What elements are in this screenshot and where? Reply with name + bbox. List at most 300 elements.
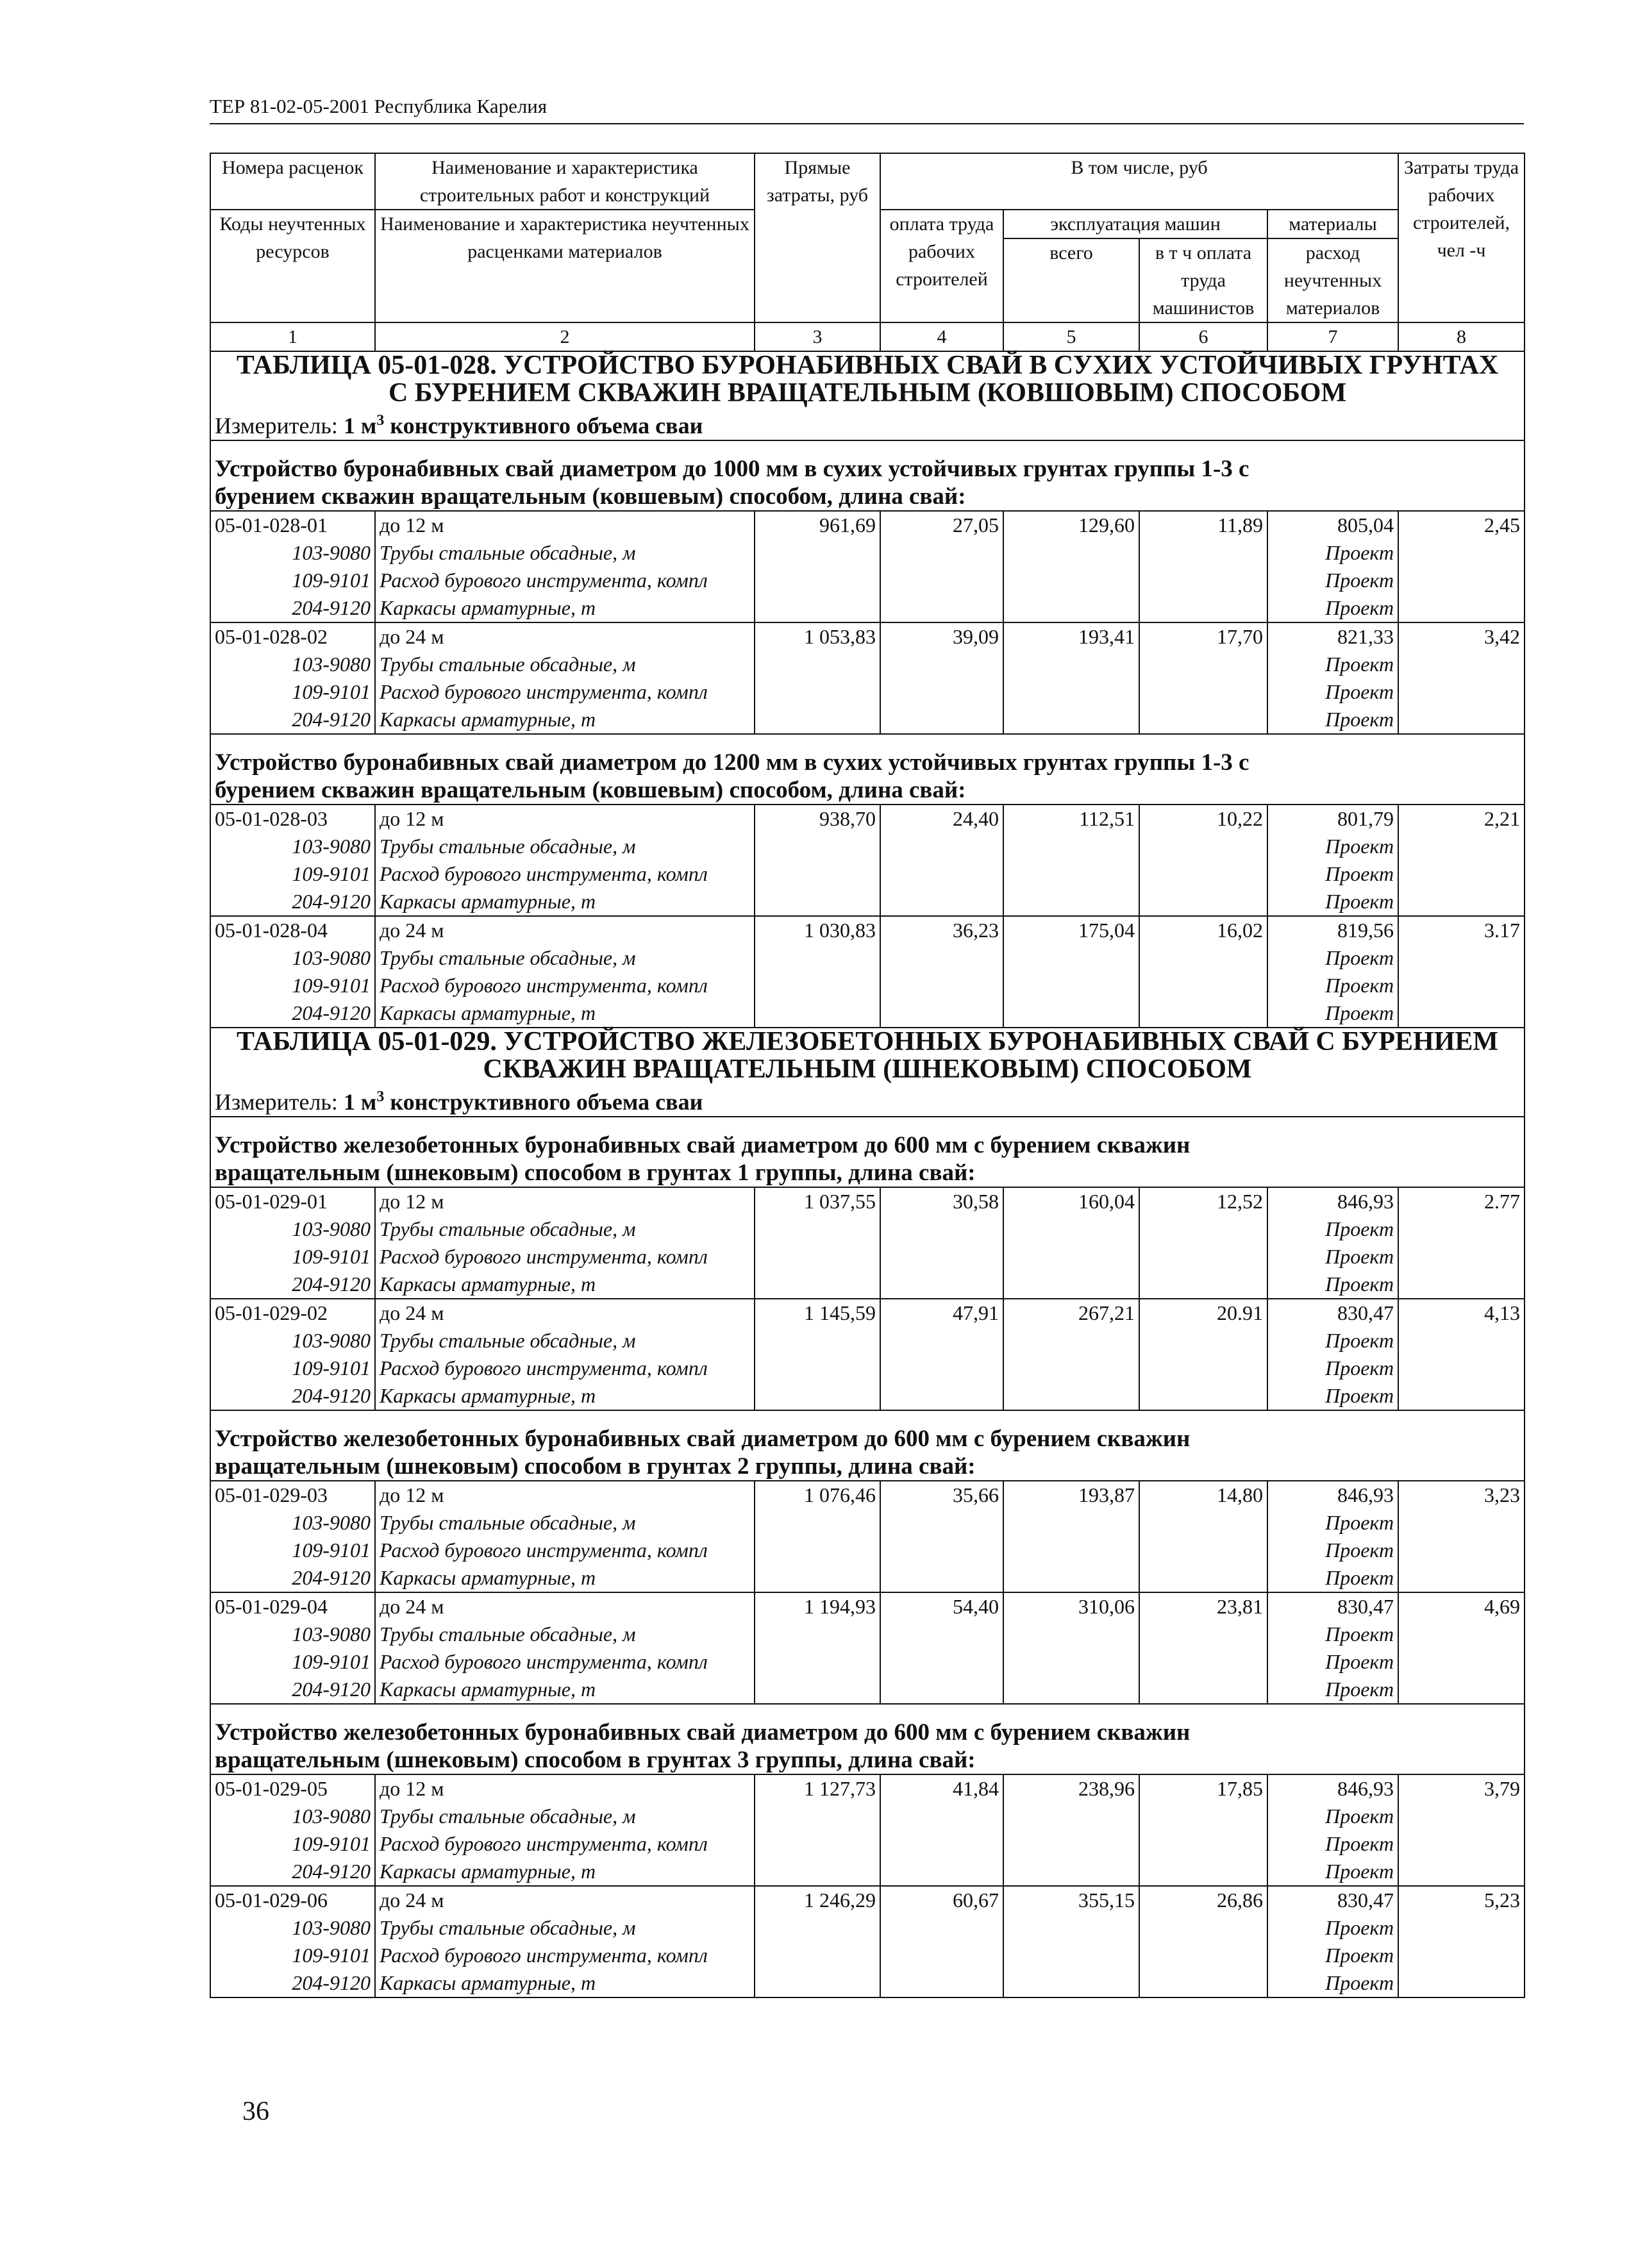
empty-cell	[880, 972, 1003, 999]
resource-material: Проект	[1267, 678, 1398, 706]
rate-row	[210, 916, 1525, 944]
machine-labor-cost: 26,86	[1139, 1886, 1267, 1914]
empty-cell	[1003, 1914, 1139, 1942]
empty-cell	[1398, 1243, 1525, 1271]
empty-cell	[880, 999, 1003, 1028]
resource-name: Каркасы арматурные, т	[375, 594, 755, 622]
empty-cell	[1003, 999, 1139, 1028]
empty-cell	[1398, 651, 1525, 678]
unit-value-block	[344, 413, 703, 438]
resource-name: Трубы стальные обсадные, м	[375, 651, 755, 678]
empty-cell	[1398, 1803, 1525, 1830]
empty-cell	[1398, 999, 1525, 1028]
resource-code: 204-9120	[210, 706, 375, 734]
section-spacer	[210, 440, 1525, 455]
labor-cost: 41,84	[880, 1774, 1003, 1803]
labor-cost: 54,40	[880, 1592, 1003, 1621]
resource-material: Проект	[1267, 1969, 1398, 1997]
unit-row	[210, 407, 1525, 440]
resource-row	[210, 1537, 1525, 1564]
materials-cost: 830,47	[1267, 1592, 1398, 1621]
empty-cell	[1398, 972, 1525, 999]
materials-cost: 830,47	[1267, 1299, 1398, 1327]
resource-name: Расход бурового инструмента, компл	[375, 678, 755, 706]
resource-name: Расход бурового инструмента, компл	[375, 1243, 755, 1271]
empty-cell	[1003, 1942, 1139, 1969]
group-header: В том числе, руб	[880, 153, 1398, 210]
empty-cell	[880, 1355, 1003, 1382]
empty-cell	[1139, 1803, 1267, 1830]
resource-row	[210, 999, 1525, 1028]
empty-cell	[880, 1942, 1003, 1969]
empty-cell	[755, 999, 880, 1028]
empty-cell	[1139, 860, 1267, 888]
empty-cell	[1398, 1676, 1525, 1704]
labor-hours: 2.77	[1398, 1187, 1525, 1215]
resource-material: Проект	[1267, 1271, 1398, 1299]
rate-name: до 24 м	[375, 1299, 755, 1327]
resource-material: Проект	[1267, 1830, 1398, 1858]
resource-code: 109-9101	[210, 972, 375, 999]
empty-cell	[1139, 1327, 1267, 1355]
resource-name: Трубы стальные обсадные, м	[375, 1327, 755, 1355]
rate-name: до 24 м	[375, 622, 755, 651]
resource-row	[210, 1858, 1525, 1886]
unit-exponent: 3	[376, 1088, 385, 1105]
empty-cell	[1398, 1621, 1525, 1648]
empty-cell	[1139, 833, 1267, 860]
empty-cell	[755, 678, 880, 706]
empty-cell	[1398, 1271, 1525, 1299]
resource-code: 103-9080	[210, 944, 375, 972]
machine-cost: 193,41	[1003, 622, 1139, 651]
resource-code: 109-9101	[210, 567, 375, 594]
machine-labor-cost: 17,70	[1139, 622, 1267, 651]
empty-cell	[880, 1243, 1003, 1271]
empty-cell	[1003, 1355, 1139, 1382]
empty-cell	[1003, 594, 1139, 622]
rates-table	[210, 153, 1525, 1998]
resource-material: Проект	[1267, 1509, 1398, 1537]
resource-code: 204-9120	[210, 1676, 375, 1704]
empty-cell	[1398, 1215, 1525, 1243]
empty-cell	[1003, 1243, 1139, 1271]
empty-cell	[1003, 1621, 1139, 1648]
resource-code: 103-9080	[210, 1621, 375, 1648]
direct-cost: 961,69	[755, 511, 880, 539]
section-title-row	[210, 1719, 1525, 1746]
resource-row	[210, 1621, 1525, 1648]
resource-material: Проект	[1267, 1914, 1398, 1942]
empty-cell	[1398, 888, 1525, 916]
resource-name: Расход бурового инструмента, компл	[375, 972, 755, 999]
empty-cell	[1139, 888, 1267, 916]
empty-cell	[1398, 1327, 1525, 1355]
section-title: вращательным (шнековым) способом в грунтах 2 группы, длина свай:	[210, 1453, 1525, 1481]
empty-cell	[1139, 1243, 1267, 1271]
resource-row	[210, 1215, 1525, 1243]
resource-row	[210, 1914, 1525, 1942]
unit-label: Измеритель:	[215, 413, 338, 438]
column-number: 3	[755, 322, 880, 351]
empty-cell	[755, 567, 880, 594]
resource-material: Проект	[1267, 1215, 1398, 1243]
empty-cell	[1003, 1969, 1139, 1997]
empty-cell	[880, 1969, 1003, 1997]
empty-cell	[880, 678, 1003, 706]
resource-name: Расход бурового инструмента, компл	[375, 860, 755, 888]
spacer-cell	[210, 734, 1525, 749]
empty-cell	[1139, 1537, 1267, 1564]
rate-code: 05-01-029-01	[210, 1187, 375, 1215]
resource-code: 204-9120	[210, 999, 375, 1028]
empty-cell	[1003, 1327, 1139, 1355]
machine-labor-cost: 11,89	[1139, 511, 1267, 539]
empty-cell	[1003, 860, 1139, 888]
materials-cost: 846,93	[1267, 1774, 1398, 1803]
empty-cell	[1139, 1382, 1267, 1410]
section-spacer	[210, 1117, 1525, 1131]
section-title: бурением скважин вращательным (ковшевым) способом, длина свай:	[210, 483, 1525, 511]
empty-cell	[1398, 1914, 1525, 1942]
resource-code: 103-9080	[210, 1327, 375, 1355]
resource-name: Каркасы арматурные, т	[375, 1676, 755, 1704]
table-title: С БУРЕНИЕМ СКВАЖИН ВРАЩАТЕЛЬНЫМ (КОВШОВЫМ) СПОСОБОМ	[210, 379, 1525, 407]
empty-cell	[1139, 1648, 1267, 1676]
resource-code: 103-9080	[210, 1509, 375, 1537]
spacer-cell	[210, 1410, 1525, 1425]
resource-name: Каркасы арматурные, т	[375, 999, 755, 1028]
rate-row	[210, 805, 1525, 833]
empty-cell	[755, 860, 880, 888]
resource-material: Проект	[1267, 833, 1398, 860]
resource-row	[210, 706, 1525, 734]
machine-labor-cost: 23,81	[1139, 1592, 1267, 1621]
resource-code: 109-9101	[210, 860, 375, 888]
empty-cell	[1139, 1676, 1267, 1704]
rate-name: до 24 м	[375, 1592, 755, 1621]
empty-cell	[1398, 1509, 1525, 1537]
resource-material: Проект	[1267, 594, 1398, 622]
column-number: 5	[1003, 322, 1139, 351]
resource-row	[210, 1942, 1525, 1969]
empty-cell	[1003, 972, 1139, 999]
resource-code: 204-9120	[210, 1858, 375, 1886]
section-title: Устройство железобетонных буронабивных свай диаметром до 600 мм с бурением скважин	[210, 1425, 1525, 1453]
empty-cell	[755, 1382, 880, 1410]
empty-cell	[1398, 1648, 1525, 1676]
rate-name: до 24 м	[375, 1886, 755, 1914]
resource-name: Каркасы арматурные, т	[375, 1858, 755, 1886]
resource-name: Расход бурового инструмента, компл	[375, 567, 755, 594]
machine-cost: 238,96	[1003, 1774, 1139, 1803]
resource-material: Проект	[1267, 1327, 1398, 1355]
empty-cell	[1398, 1382, 1525, 1410]
rate-row	[210, 1774, 1525, 1803]
machine-cost: 193,87	[1003, 1481, 1139, 1509]
rate-name: до 12 м	[375, 511, 755, 539]
empty-cell	[1003, 1858, 1139, 1886]
rate-code: 05-01-029-06	[210, 1886, 375, 1914]
empty-cell	[1003, 539, 1139, 567]
rate-code: 05-01-028-03	[210, 805, 375, 833]
labor-cost: 39,09	[880, 622, 1003, 651]
machine-labor-cost: 12,52	[1139, 1187, 1267, 1215]
labor-hours: 2,45	[1398, 511, 1525, 539]
direct-cost: 1 076,46	[755, 1481, 880, 1509]
empty-cell	[755, 1942, 880, 1969]
rate-name: до 12 м	[375, 1481, 755, 1509]
machine-labor-cost: 10,22	[1139, 805, 1267, 833]
resource-material: Проект	[1267, 1355, 1398, 1382]
resource-code: 103-9080	[210, 1803, 375, 1830]
empty-cell	[755, 1676, 880, 1704]
resource-row	[210, 1327, 1525, 1355]
resource-row	[210, 1564, 1525, 1592]
empty-cell	[1398, 1942, 1525, 1969]
empty-cell	[880, 1621, 1003, 1648]
empty-cell	[755, 651, 880, 678]
empty-cell	[1003, 833, 1139, 860]
empty-cell	[1003, 1676, 1139, 1704]
labor-hours: 3,79	[1398, 1774, 1525, 1803]
resource-name: Расход бурового инструмента, компл	[375, 1942, 755, 1969]
empty-cell	[1003, 651, 1139, 678]
resource-material: Проект	[1267, 972, 1398, 999]
empty-cell	[880, 1509, 1003, 1537]
section-spacer	[210, 1704, 1525, 1719]
empty-cell	[1003, 1382, 1139, 1410]
rate-code: 05-01-029-03	[210, 1481, 375, 1509]
column-number: 7	[1267, 322, 1398, 351]
labor-cost: 30,58	[880, 1187, 1003, 1215]
measurement-unit	[210, 1083, 1525, 1117]
empty-cell	[1139, 1271, 1267, 1299]
labor-cost: 60,67	[880, 1886, 1003, 1914]
labor-hours: 4,13	[1398, 1299, 1525, 1327]
resource-code: 103-9080	[210, 651, 375, 678]
empty-cell	[1398, 944, 1525, 972]
rate-row	[210, 1299, 1525, 1327]
labor-hours: 3,42	[1398, 622, 1525, 651]
resource-material: Проект	[1267, 860, 1398, 888]
materials-cost: 846,93	[1267, 1187, 1398, 1215]
unit-value: 1 м	[343, 1089, 377, 1115]
resource-material: Проект	[1267, 1803, 1398, 1830]
labor-cost: 35,66	[880, 1481, 1003, 1509]
resource-material: Проект	[1267, 1676, 1398, 1704]
spacer-cell	[210, 440, 1525, 455]
resource-name: Каркасы арматурные, т	[375, 888, 755, 916]
resource-name: Трубы стальные обсадные, м	[375, 1621, 755, 1648]
empty-cell	[1139, 678, 1267, 706]
resource-row	[210, 1676, 1525, 1704]
rate-row	[210, 1187, 1525, 1215]
empty-cell	[1003, 1537, 1139, 1564]
section-title-row	[210, 776, 1525, 805]
resource-row	[210, 678, 1525, 706]
empty-cell	[880, 1271, 1003, 1299]
empty-cell	[1139, 1509, 1267, 1537]
resource-code: 109-9101	[210, 678, 375, 706]
empty-cell	[1398, 833, 1525, 860]
header-row-1	[210, 153, 1525, 210]
spacer-cell	[210, 1704, 1525, 1719]
materials-cost: 805,04	[1267, 511, 1398, 539]
resource-material: Проект	[1267, 567, 1398, 594]
resource-code: 204-9120	[210, 1382, 375, 1410]
empty-cell	[755, 1537, 880, 1564]
resource-name: Расход бурового инструмента, компл	[375, 1648, 755, 1676]
direct-cost: 1 194,93	[755, 1592, 880, 1621]
empty-cell	[755, 539, 880, 567]
rate-row	[210, 622, 1525, 651]
empty-cell	[1398, 860, 1525, 888]
empty-cell	[1139, 944, 1267, 972]
resource-name: Каркасы арматурные, т	[375, 1564, 755, 1592]
empty-cell	[1398, 1537, 1525, 1564]
empty-cell	[1003, 706, 1139, 734]
resource-name: Расход бурового инструмента, компл	[375, 1537, 755, 1564]
materials-cost: 819,56	[1267, 916, 1398, 944]
section-spacer	[210, 1410, 1525, 1425]
resource-row	[210, 833, 1525, 860]
empty-cell	[880, 594, 1003, 622]
resource-material: Проект	[1267, 539, 1398, 567]
materials-cost: 801,79	[1267, 805, 1398, 833]
empty-cell	[1398, 678, 1525, 706]
resource-code: 109-9101	[210, 1830, 375, 1858]
section-title: Устройство железобетонных буронабивных свай диаметром до 600 мм с бурением скважин	[210, 1131, 1525, 1159]
section-title-row	[210, 483, 1525, 511]
table-title: ТАБЛИЦА 05-01-029. УСТРОЙСТВО ЖЕЛЕЗОБЕТОННЫХ БУРОНАБИВНЫХ СВАЙ С БУРЕНИЕМ	[210, 1028, 1525, 1056]
column-number: 2	[375, 322, 755, 351]
resource-name: Расход бурового инструмента, компл	[375, 1830, 755, 1858]
direct-cost: 1 053,83	[755, 622, 880, 651]
resource-row	[210, 888, 1525, 916]
section-title-row	[210, 455, 1525, 483]
empty-cell	[1003, 1509, 1139, 1537]
resource-row	[210, 860, 1525, 888]
resource-code: 103-9080	[210, 539, 375, 567]
empty-cell	[755, 1509, 880, 1537]
resource-material: Проект	[1267, 1243, 1398, 1271]
empty-cell	[1139, 1914, 1267, 1942]
rate-code: 05-01-029-04	[210, 1592, 375, 1621]
resource-code: 109-9101	[210, 1355, 375, 1382]
column-number: 8	[1398, 322, 1525, 351]
labor-hours: 3,23	[1398, 1481, 1525, 1509]
resource-row	[210, 539, 1525, 567]
empty-cell	[1398, 1830, 1525, 1858]
resource-name: Трубы стальные обсадные, м	[375, 539, 755, 567]
empty-cell	[755, 594, 880, 622]
section-title: Устройство буронабивных свай диаметром до 1200 мм в сухих устойчивых грунтах группы 1-3 с	[210, 749, 1525, 776]
resource-name: Трубы стальные обсадные, м	[375, 1914, 755, 1942]
resource-material: Проект	[1267, 1564, 1398, 1592]
labor-hours: 5,23	[1398, 1886, 1525, 1914]
table-title-row	[210, 1028, 1525, 1056]
unit-value: 1 м	[343, 413, 377, 438]
col7-header: расход неучтенных материалов	[1267, 238, 1398, 322]
empty-cell	[880, 1382, 1003, 1410]
empty-cell	[880, 1803, 1003, 1830]
resource-material: Проект	[1267, 944, 1398, 972]
empty-cell	[755, 1355, 880, 1382]
unit-description: конструктивного объема сваи	[384, 413, 703, 438]
machine-cost: 175,04	[1003, 916, 1139, 944]
page-number: 36	[242, 2097, 269, 2126]
section-title: бурением скважин вращательным (ковшевым) способом, длина свай:	[210, 776, 1525, 805]
resource-row	[210, 1382, 1525, 1410]
empty-cell	[880, 1537, 1003, 1564]
resource-material: Проект	[1267, 1942, 1398, 1969]
empty-cell	[1003, 1564, 1139, 1592]
resource-material: Проект	[1267, 1537, 1398, 1564]
machine-labor-cost: 20.91	[1139, 1299, 1267, 1327]
empty-cell	[1139, 1942, 1267, 1969]
labor-cost: 27,05	[880, 511, 1003, 539]
resource-material: Проект	[1267, 1621, 1398, 1648]
resource-name: Трубы стальные обсадные, м	[375, 833, 755, 860]
col2-top-header: Наименование и характеристика строительных работ и конструкций	[375, 153, 755, 210]
labor-cost: 36,23	[880, 916, 1003, 944]
resource-code: 103-9080	[210, 833, 375, 860]
resource-row	[210, 1271, 1525, 1299]
section-title: вращательным (шнековым) способом в грунтах 3 группы, длина свай:	[210, 1746, 1525, 1774]
direct-cost: 1 030,83	[755, 916, 880, 944]
empty-cell	[1003, 678, 1139, 706]
resource-row	[210, 594, 1525, 622]
col2-bottom-header: Наименование и характеристика неучтенных расценками материалов	[375, 210, 755, 322]
empty-cell	[755, 1564, 880, 1592]
empty-cell	[1003, 944, 1139, 972]
resource-row	[210, 1243, 1525, 1271]
col8-header: Затраты труда рабочих строителей, чел -ч	[1398, 153, 1525, 322]
unit-row	[210, 1083, 1525, 1117]
section-title-row	[210, 1159, 1525, 1187]
resource-name: Трубы стальные обсадные, м	[375, 944, 755, 972]
empty-cell	[1398, 539, 1525, 567]
direct-cost: 1 037,55	[755, 1187, 880, 1215]
materials-cost: 846,93	[1267, 1481, 1398, 1509]
machine-labor-cost: 17,85	[1139, 1774, 1267, 1803]
resource-name: Трубы стальные обсадные, м	[375, 1509, 755, 1537]
measurement-unit	[210, 407, 1525, 440]
empty-cell	[1139, 706, 1267, 734]
section-title-row	[210, 749, 1525, 776]
empty-cell	[1139, 999, 1267, 1028]
section-title: вращательным (шнековым) способом в грунтах 1 группы, длина свай:	[210, 1159, 1525, 1187]
empty-cell	[1398, 567, 1525, 594]
section-title-row	[210, 1425, 1525, 1453]
empty-cell	[1139, 651, 1267, 678]
empty-cell	[1398, 1969, 1525, 1997]
table-title-row	[210, 351, 1525, 379]
empty-cell	[755, 1271, 880, 1299]
resource-code: 204-9120	[210, 1564, 375, 1592]
empty-cell	[1139, 1969, 1267, 1997]
empty-cell	[755, 1969, 880, 1997]
machine-cost: 310,06	[1003, 1592, 1139, 1621]
labor-cost: 24,40	[880, 805, 1003, 833]
machine-cost: 112,51	[1003, 805, 1139, 833]
empty-cell	[1139, 1564, 1267, 1592]
empty-cell	[755, 706, 880, 734]
materials-cost: 821,33	[1267, 622, 1398, 651]
empty-cell	[755, 1327, 880, 1355]
resource-row	[210, 1803, 1525, 1830]
